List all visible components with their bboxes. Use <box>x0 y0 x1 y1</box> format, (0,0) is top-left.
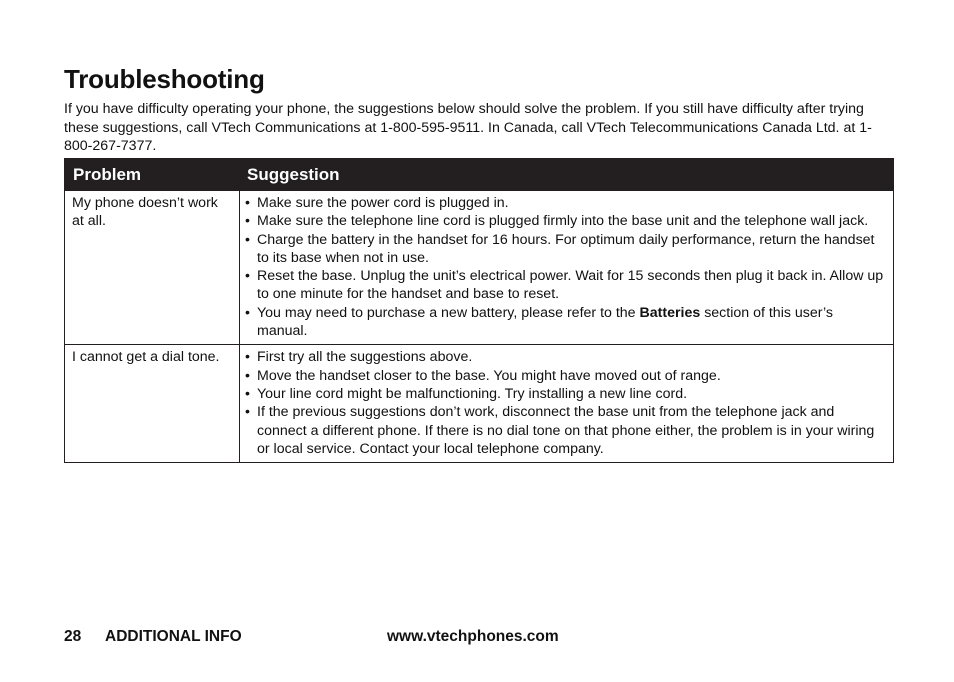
batteries-section-reference: Batteries <box>639 304 701 321</box>
problem-cell: I cannot get a dial tone. <box>65 345 240 463</box>
battery-note-text: You may need to purchase a new battery, please refer to the <box>257 304 640 321</box>
suggestion-item: • Make sure the telephone line cord is plugged firmly into the base unit and the telephone wall jack. <box>245 212 887 230</box>
suggestion-item <box>245 304 887 341</box>
suggestion-item: • First try all the suggestions above. <box>245 348 887 366</box>
suggestion-item: • Reset the base. Unplug the unit’s electrical power. Wait for 15 seconds then plug it back in. Allow up to one minute for the handset and base to reset. <box>245 267 887 304</box>
suggestion-list <box>245 194 887 340</box>
table-row <box>65 191 894 345</box>
troubleshooting-table <box>64 158 894 463</box>
header-suggestion: Suggestion <box>240 159 894 191</box>
suggestion-item: • Make sure the power cord is plugged in. <box>245 194 887 212</box>
header-problem: Problem <box>65 159 240 191</box>
page-title: Troubleshooting <box>64 64 265 94</box>
problem-cell: My phone doesn’t work at all. <box>65 191 240 345</box>
suggestion-list <box>245 348 887 458</box>
suggestion-item: • Charge the battery in the handset for 16 hours. For optimum daily performance, return the handset to its base when not in use. <box>245 231 887 268</box>
suggestion-item: • Move the handset closer to the base. You might have moved out of range. <box>245 367 887 385</box>
table-header-row <box>65 159 894 191</box>
suggestion-item: • Your line cord might be malfunctioning. Try installing a new line cord. <box>245 385 887 403</box>
suggestion-cell <box>240 345 894 463</box>
footer-website: www.vtechphones.com <box>387 628 559 645</box>
intro-paragraph: If you have difficulty operating your phone, the suggestions below should solve the problem. If you still have difficulty after trying these suggestions, call VTech Communications at 1-800-595-9511. In Canada, call VTech Telecommunications Canada Ltd. at 1-800-267-7377. <box>64 101 872 154</box>
suggestion-cell <box>240 191 894 345</box>
page-number: 28 <box>64 628 82 645</box>
table-row <box>65 345 894 463</box>
suggestion-item: • If the previous suggestions don’t work, disconnect the base unit from the telephone jack and connect a different phone. If there is no dial tone on that phone either, the problem is in your wiring or local service. Contact your local telephone company. <box>245 403 887 458</box>
battery-note-text-end: section of this user’s manual. <box>257 304 833 340</box>
footer-section-name: ADDITIONAL INFO <box>105 628 242 645</box>
